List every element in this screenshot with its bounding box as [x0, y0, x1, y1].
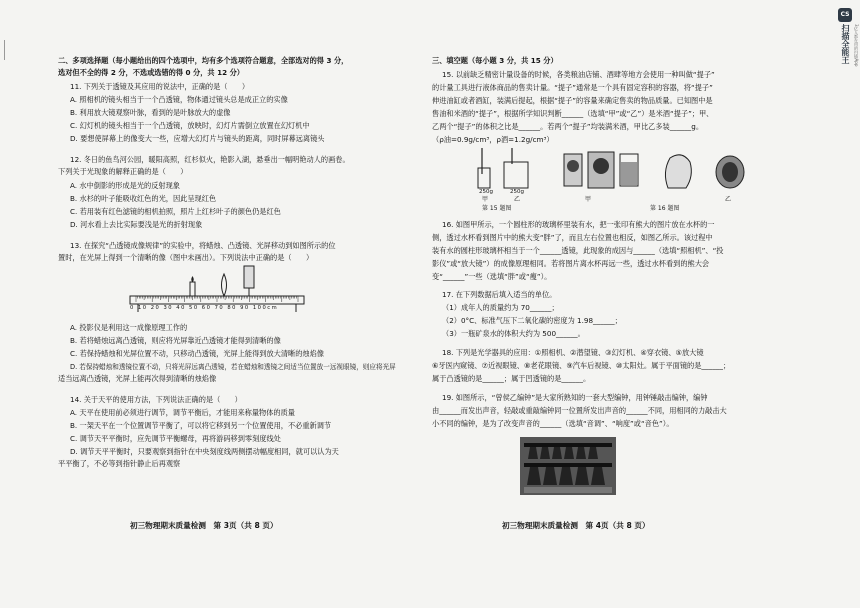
fig16-caption: 第 16 题图	[650, 205, 680, 212]
fig15-label-yi-mass: 250g	[510, 189, 524, 195]
q13-option-d-cont: 适当远离凸透镜，光屏上能再次得到清晰的烛焰像	[58, 374, 217, 383]
page-footer: 初三物理期末质量检测 第 3页（共 8 页）	[130, 521, 278, 530]
ladle-cup-jia	[478, 168, 490, 188]
q14-option-d-cont: 平平衡了，不必等到指针静止后再观察	[58, 459, 181, 468]
q14-option-b: B. 一架天平在一个位置调节平衡了，可以将它移到另一个位置使用，不必重新调节	[70, 421, 332, 430]
q16-line-3: 装有水的圆柱形玻璃杯相当于一个______透镜，此现象的成因与______（选填“照相机”、“投	[432, 246, 724, 255]
q17-line-4: （3）一瓶矿泉水的体积大约为 500______。	[442, 329, 585, 338]
q14-stem: 14. 关于天平的使用方法，下列说法正确的是（ ）	[70, 395, 242, 404]
fig15-label-jia-mass: 250g	[479, 189, 493, 195]
q12-option-a: A. 水中倒影的形成是光的反射现象	[70, 181, 180, 190]
fig16-bear-glass	[558, 148, 748, 200]
q14-option-c: C. 调节天平平衡时，应先调节平衡螺母，再将游码移到零刻度线处	[70, 434, 281, 443]
fig15-label-jia: 甲	[482, 196, 489, 203]
q19-line-1: 19. 如图所示，“曾侯乙编钟”是大家所熟知的一套大型编钟，用钟锤敲击编钟，编钟	[442, 393, 708, 402]
fig15-caption: 第 15 题图	[482, 205, 512, 212]
person-face-icon	[665, 155, 691, 188]
q18-line-3: 属于凸透镜的是______；属于凹透镜的是______。	[432, 374, 591, 383]
ruler-labels-row: 0 10 20 30 40 50 60 70 80 90 100cm	[130, 305, 279, 311]
q11-option-b: B. 利用放大镜观察叶脉，看到的是叶脉放大的虚像	[70, 108, 231, 117]
q18-line-2: ⑥牙医内窥镜、⑦近视眼镜、⑧老花眼镜、⑨汽车后视镜、⑩太阳灶。属于平面镜的是______；	[432, 361, 731, 370]
ladle-cup-yi	[504, 162, 528, 188]
q12-stem: 12. 冬日的鱼鸟河公园，暖阳高照，红杉似火，艳影入湖，悬垂出一幅明艳动人的画卷。	[70, 155, 350, 164]
q12-option-c: C. 若用装有红色滤镜的相机拍照，照片上红杉叶子的颜色仍是红色	[70, 207, 281, 216]
fig15-label-yi: 乙	[514, 196, 521, 203]
q13-stem: 13. 在探究“凸透镜成像规律”的实验中，将蜡烛、凸透镜、光屏移动到如图所示的位	[70, 241, 336, 250]
fig16-label-jia: 甲	[585, 196, 592, 203]
q17-line-2: （1）成年人的质量约为 70______；	[442, 303, 559, 312]
scanner-watermark	[830, 8, 859, 78]
flame-icon	[191, 276, 194, 282]
page-footer: 初三物理期末质量检测 第 4页（共 8 页）	[502, 521, 650, 530]
q12-option-d: D. 河水看上去比实际要浅是光的折射现象	[70, 220, 203, 229]
page-4	[430, 0, 860, 608]
q15-line-6: （ρ油=0.9g/cm³，ρ酒=1.2g/cm³）	[432, 135, 554, 144]
q13-option-b: B. 若将蜡烛远离凸透镜，则应将光屏靠近凸透镜才能得到清晰的像	[70, 336, 281, 345]
q15-line-2: 的计量工具进行液体商品的售卖计量。“提子”通常是一个具有固定容积的容器，将“提子”	[432, 83, 713, 92]
q11-stem: 11. 下列关于透镜及其应用的说法中，正确的是（ ）	[70, 82, 250, 91]
q17-line-3: （2）0°C、标准气压下二氧化碳的密度为 1.98______；	[442, 316, 622, 325]
watermark-subtitle: 3亿人都在用的扫描App	[854, 24, 859, 67]
section-heading: 二、多项选择题（每小题给出的四个选项中，均有多个选项符合题意，全部选对的得 3 分，	[58, 56, 349, 65]
q12-stem-cont: 下列关于光现象的解释正确的是（ ）	[58, 167, 188, 176]
q18-line-1: 18. 下列是光学器具的应用：①照相机、②潜望镜、③幻灯机、④穿衣镜、⑤放大镜	[442, 348, 704, 357]
q11-option-a: A. 照相机的镜头相当于一个凸透镜，物体通过镜头总是成正立的实像	[70, 95, 288, 104]
q19-line-3: 小不同的编钟，是为了改变声音的______（选填“音调”、“响度”或“音色”）。	[432, 419, 674, 428]
watermark-title: 扫描全能王	[841, 24, 850, 64]
q14-option-a: A. 天平在使用前必须进行调节，调节平衡后，才能用来称量物体的质量	[70, 408, 295, 417]
q19-line-2: 由______而发出声音，轻敲或重敲编钟同一位置所发出声音的______不同，用相同的力敲击大	[432, 406, 727, 415]
convex-lens-icon	[222, 274, 227, 296]
q11-option-d: D. 要想使屏幕上的像变大一些，应增大幻灯片与镜头的距离，同时屏幕远离镜头	[70, 134, 325, 143]
section-heading-cont: 选对但不全的得 2 分，不选或选错的得 0 分，共 12 分）	[58, 68, 244, 77]
light-screen-icon	[244, 266, 254, 288]
q12-option-b: B. 水杉的叶子能吸收红色的光，因此呈现红色	[70, 194, 217, 203]
camscanner-logo-icon: CS	[838, 8, 852, 22]
section-heading: 三、填空题（每小题 3 分，共 15 分）	[432, 56, 558, 65]
q14-option-d: D. 调节天平平衡时，只要观察到指针在中央刻度线两侧摆动幅度相同，就可以认为天	[70, 447, 339, 456]
q11-option-c: C. 幻灯机的镜头相当于一个凸透镜，放映时，幻灯片需倒立放置在幻灯机中	[70, 121, 310, 130]
q15-line-3: 伸进油缸或者酒缸，装满后提起，根据“提子”的容量来确定售卖的物品质量。已知图中是	[432, 96, 713, 105]
fig16-label-yi: 乙	[725, 196, 732, 203]
q13-option-a: A. 投影仪是利用这一成像原理工作的	[70, 323, 188, 332]
ruler-ticks	[136, 296, 298, 302]
q16-line-4: 影仪”或“放大镜”）的成像原理相同。若将图片离水杯再远一些，透过水杯看到的熊大会	[432, 259, 710, 268]
bianzhong-bells-photo	[520, 437, 616, 495]
q16-line-5: 变“______”一些（选填“胖”或“瘦”）。	[432, 272, 552, 281]
q13-option-d: D. 若保持蜡烛和透镜位置不动，只将光屏远离凸透镜，若在蜡烛和透镜之间适当位置放一远视眼镜，则应将光屏	[70, 363, 396, 371]
q15-line-5: 乙两个“提子”的体积之比是______。若两个“提子”均装满米酒，甲比乙多装______g。	[432, 122, 704, 131]
candle-icon	[190, 282, 195, 296]
q13-stem-cont: 置时，在光屏上得到一个清晰的像（图中未画出）。下列说法中正确的是（ ）	[58, 253, 314, 262]
q15-line-1: 15. 以前缺乏精密计量设备的时候，各类粮油店铺、酒肆等地方会使用一种叫做“提子”	[442, 70, 715, 79]
q13-option-c: C. 若保持蜡烛和光屏位置不动，只移动凸透镜，光屏上能得到放大清晰的烛焰像	[70, 349, 324, 358]
q17-line-1: 17. 在下列数据后填入适当的单位。	[442, 290, 557, 299]
q16-line-2: 侧，透过水杯看到图片中的熊大变“胖”了，而且左右位置也相反，如图乙所示。该过程中	[432, 233, 713, 242]
q15-line-4: 售油和米酒的“提子”，根据所学知识判断______（选填“甲”或“乙”）是米酒“提子”；甲、	[432, 109, 714, 118]
q16-line-1: 16. 如图甲所示，一个圆柱形的玻璃杯里装有水，把一张印有熊大的图片放在水杯的一	[442, 220, 715, 229]
